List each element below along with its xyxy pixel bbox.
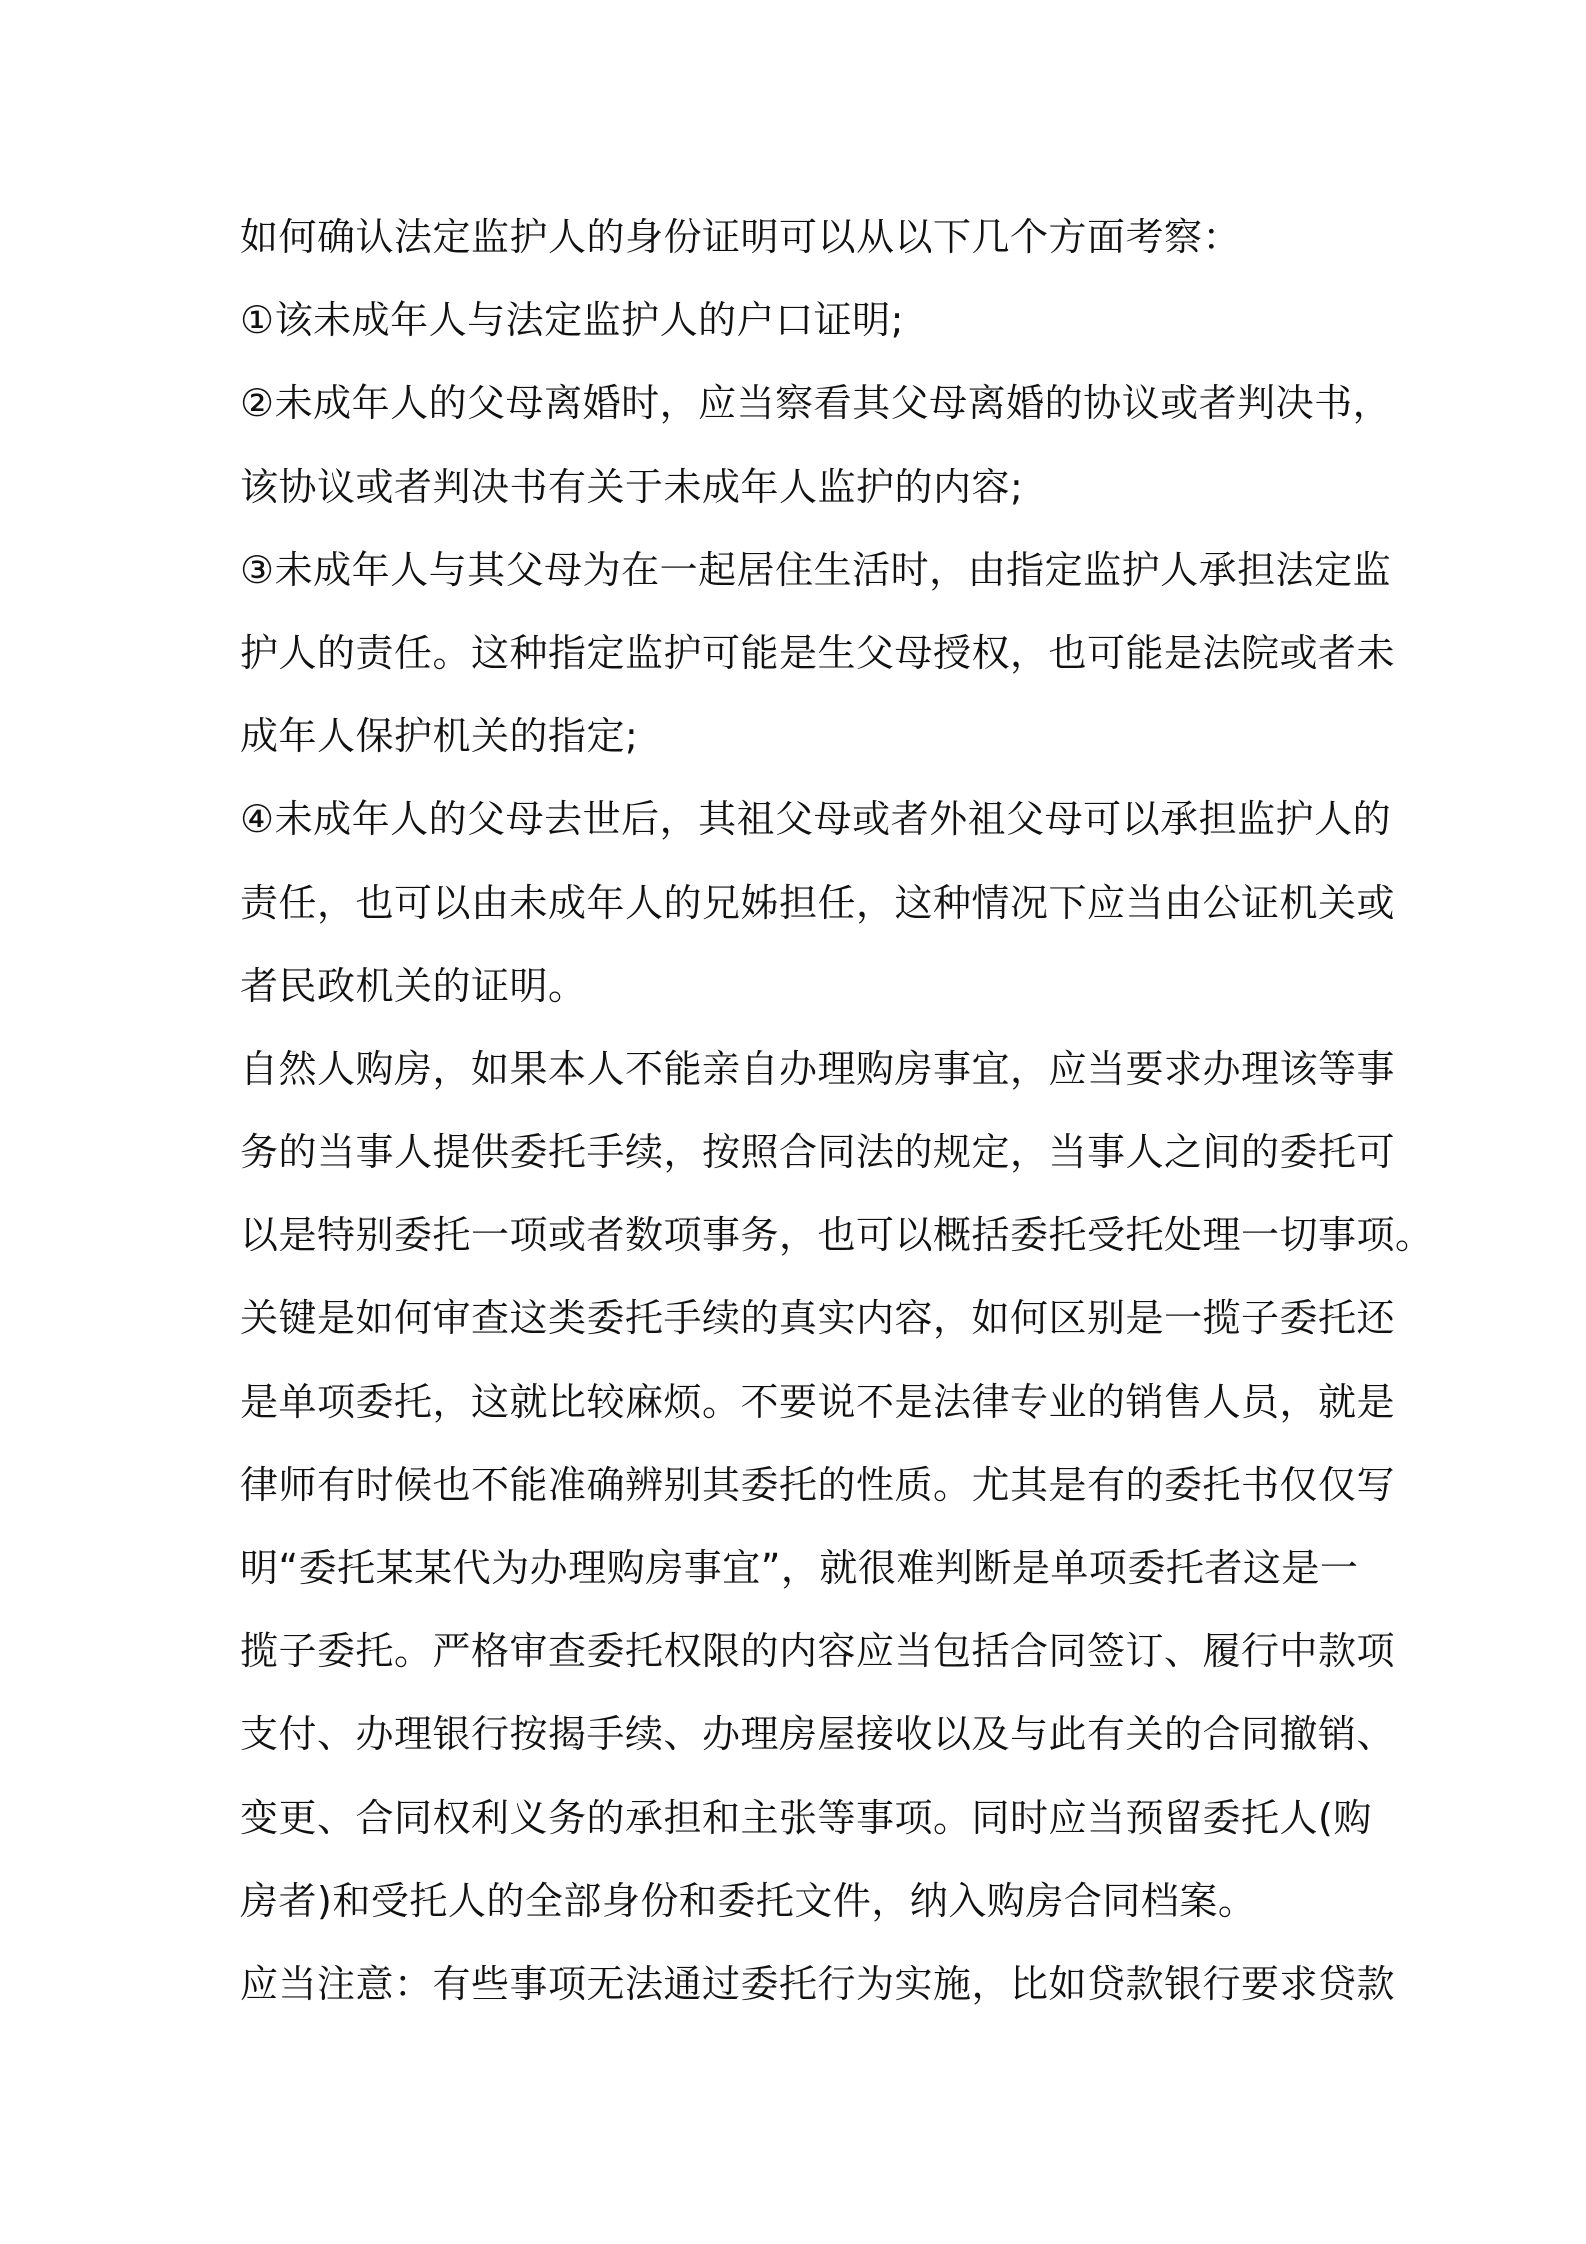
text-line: ①该未成年人与法定监护人的户口证明; [240, 298, 904, 343]
text-line: ②未成年人的父母离婚时，应当察看其父母离婚的协议或者判决书， [240, 381, 1392, 426]
text-line: 变更、合同权利义务的承担和主张等事项。同时应当预留委托人(购 [240, 1795, 1372, 1840]
text-line: ③未成年人与其父母为在一起居住生活时，由指定监护人承担法定监 [240, 547, 1392, 592]
text-line: 该协议或者判决书有关于未成年人监护的内容; [240, 464, 1024, 509]
text-line: 应当注意：有些事项无法通过委托行为实施，比如贷款银行要求贷款 [240, 1961, 1396, 2006]
text-line: 律师有时候也不能准确辨别其委托的性质。尤其是有的委托书仅仅写 [240, 1462, 1396, 1507]
text-line: 是单项委托，这就比较麻烦。不要说不是法律专业的销售人员，就是 [240, 1379, 1396, 1424]
text-line: 者民政机关的证明。 [240, 963, 587, 1008]
text-line: 如何确认法定监护人的身份证明可以从以下几个方面考察： [240, 215, 1242, 259]
document-body [240, 196, 1434, 2026]
text-line: 房者)和受托人的全部身份和委托文件，纳入购房合同档案。 [240, 1878, 1257, 1923]
text-line: 责任，也可以由未成年人的兄姊担任，这种情况下应当由公证机关或 [240, 880, 1396, 925]
text-line: 成年人保护机关的指定; [240, 714, 639, 759]
text-line: 关键是如何审查这类委托手续的真实内容，如何区别是一揽子委托还 [240, 1296, 1396, 1341]
text-line: 自然人购房，如果本人不能亲自办理购房事宜，应当要求办理该等事 [240, 1046, 1396, 1091]
text-line: ④未成年人的父母去世后，其祖父母或者外祖父母可以承担监护人的 [240, 797, 1392, 842]
text-line: 支付、办理银行按揭手续、办理房屋接收以及与此有关的合同撤销、 [240, 1712, 1396, 1757]
text-line: 揽子委托。严格审查委托权限的内容应当包括合同签订、履行中款项 [240, 1629, 1396, 1674]
text-line: 务的当事人提供委托手续，按照合同法的规定，当事人之间的委托可 [240, 1130, 1396, 1175]
text-line: 以是特别委托一项或者数项事务，也可以概括委托受托处理一切事项。 [240, 1213, 1434, 1258]
text-line: 明“委托某某代为办理购房事宜”，就很难判断是单项委托者这是一 [240, 1546, 1359, 1590]
text-line: 护人的责任。这种指定监护可能是生父母授权，也可能是法院或者未 [240, 630, 1396, 675]
